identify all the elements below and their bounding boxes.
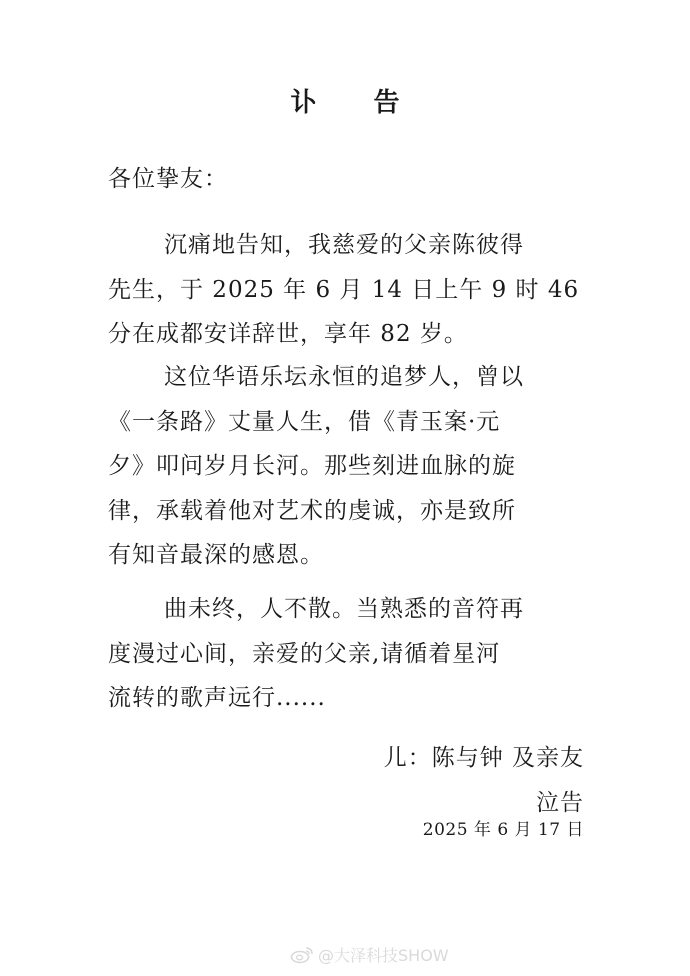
paragraph-line: 先生，于 2025 年 6 月 14 日上午 9 时 46 bbox=[108, 276, 580, 303]
paragraph-line: 有知音最深的感恩。 bbox=[108, 542, 324, 568]
paragraph-line: 这位华语乐坛永恒的追梦人，曾以 bbox=[164, 364, 524, 390]
document-date: 2025 年 6 月 17 日 bbox=[422, 820, 584, 840]
greeting: 各位挚友： bbox=[108, 166, 228, 192]
paragraph-line: 律，承载着他对艺术的虔诚，亦是致所 bbox=[108, 497, 516, 524]
paragraph-announcement bbox=[108, 223, 608, 357]
paragraph-line: 流转的歌声远行...... bbox=[108, 685, 326, 711]
paragraph-line: 《一条路》丈量人生，借《青玉案·元 bbox=[108, 408, 501, 435]
signature-action: 泣告 bbox=[536, 790, 584, 816]
paragraph-tribute bbox=[108, 355, 608, 578]
watermark bbox=[290, 943, 449, 966]
watermark-text: @大泽科技SHOW bbox=[318, 946, 449, 965]
paragraph-line: 曲未终，人不散。当熟悉的音符再 bbox=[164, 596, 524, 622]
paragraph-line: 沉痛地告知，我慈爱的父亲陈彼得 bbox=[164, 232, 524, 258]
paragraph-farewell bbox=[108, 587, 608, 721]
paragraph-line: 度漫过心间，亲爱的父亲,请循着星河 bbox=[108, 640, 501, 667]
signature-block bbox=[384, 736, 584, 826]
signature-from: 儿：陈与钟 及亲友 bbox=[383, 745, 584, 771]
page-title: 讣 告 bbox=[290, 88, 424, 118]
paragraph-line: 分在成都安详辞世，享年 82 岁。 bbox=[108, 321, 468, 347]
paragraph-line: 夕》叩问岁月长河。那些刻进血脉的旋 bbox=[108, 453, 516, 479]
weibo-logo-icon bbox=[290, 946, 314, 964]
